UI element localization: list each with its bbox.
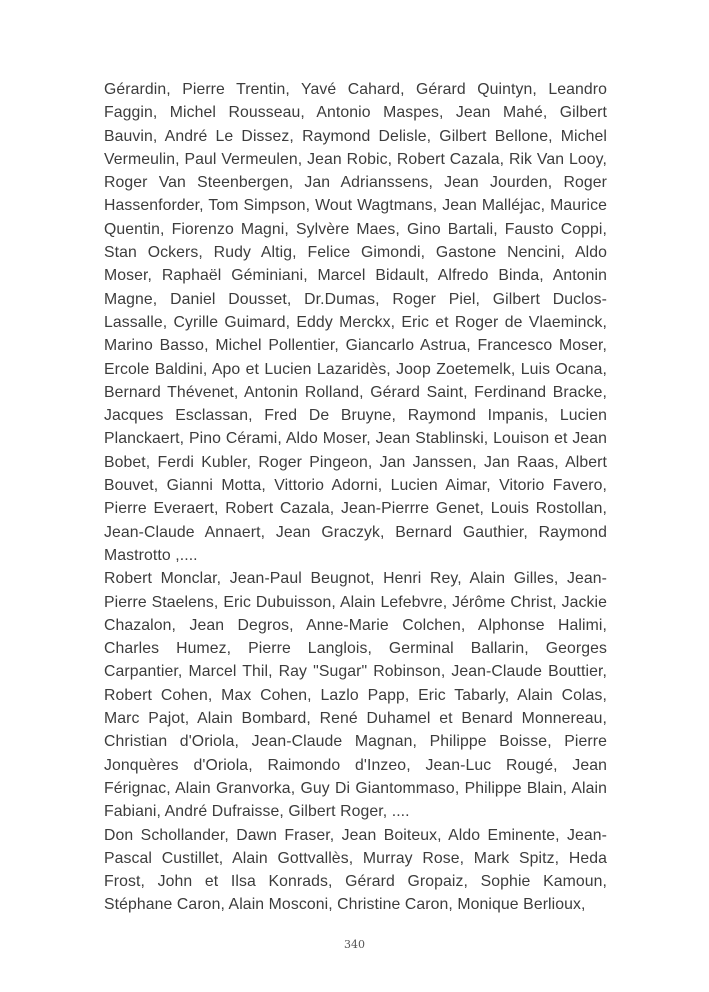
page-number: 340 <box>344 938 365 951</box>
paragraph-cyclists: Gérardin, Pierre Trentin, Yavé Cahard, Gérard Quintyn, Leandro Faggin, Michel Rousseau, Antonio Maspes, Jean Mahé, Gilbert Bauvin, André Le Dissez, Raymond Delisle, Gilbert Bellone, Michel Vermeulin, Paul Vermeulen, Jean Robic, Robert Cazala, Rik Van Looy, Roger Van Steenbergen, Jan Adrianssens, Jean Jourden, Roger Hassenforder, Tom Simpson, Wout Wagtmans, Jean Malléjac, Maurice Quentin, Fiorenzo Magni, Sylvère Maes, Gino Bartali, Fausto Coppi, Stan Ockers, Rudy Altig, Felice Gimondi, Gastone Nencini, Aldo Moser, Raphaël Géminiani, Marcel Bidault, Alfredo Binda, Antonin Magne, Daniel Dousset, Dr.Dumas, Roger Piel, Gilbert Duclos-Lassalle, Cyrille Guimard, Eddy Merckx, Eric et Roger de Vlaeminck, Marino Basso, Michel Pollentier, Giancarlo Astrua, Francesco Moser, Ercole Baldini, Apo et Lucien Lazaridès, Joop Zoetemelk, Luis Ocana, Bernard Thévenet, Antonin Rolland, Gérard Saint, Ferdinand Bracke, Jacques Esclassan, Fred De Bruyne, Raymond Impanis, Lucien Planckaert, Pino Cérami, Aldo Moser, Jean Stablinski, Louison et Jean Bobet, Ferdi Kubler, Roger Pingeon, Jan Janssen, Jan Raas, Albert Bouvet, Gianni Motta, Vittorio Adorni, Lucien Aimar, Vitorio Favero, Pierre Everaert, Robert Cazala, Jean-Pierrre Genet, Louis Rostollan, Jean-Claude Annaert, Jean Graczyk, Bernard Gauthier, Raymond Mastrotto ,.... <box>104 81 607 564</box>
paragraph-swimmers: Don Schollander, Dawn Fraser, Jean Boiteux, Aldo Eminente, Jean-Pascal Custillet, Alain Gottvallès, Murray Rose, Mark Spitz, Heda Frost, John et Ilsa Konrads, Gérard Gropaiz, Sophie Kamoun, Stéphane Caron, Alain Mosconi, Christine Caron, Monique Berlioux, <box>104 826 607 914</box>
text-block <box>104 78 607 917</box>
paragraph-athletes: Robert Monclar, Jean-Paul Beugnot, Henri Rey, Alain Gilles, Jean-Pierre Staelens, Eric Dubuisson, Alain Lefebvre, Jérôme Christ, Jackie Chazalon, Jean Degros, Anne-Marie Colchen, Alphonse Halimi, Charles Humez, Pierre Langlois, Germinal Ballarin, Georges Carpantier, Marcel Thil, Ray "Sugar" Robinson, Jean-Claude Bouttier, Robert Cohen, Max Cohen, Lazlo Papp, Eric Tabarly, Alain Colas, Marc Pajot, Alain Bombard, René Duhamel et Benard Monnereau, Christian d'Oriola, Jean-Claude Magnan, Philippe Boisse, Pierre Jonquères d'Oriola, Raimondo d'Inzeo, Jean-Luc Rougé, Jean Férignac, Alain Granvorka, Guy Di Giantommaso, Philippe Blain, Alain Fabiani, André Dufraisse, Gilbert Roger, .... <box>104 570 607 821</box>
